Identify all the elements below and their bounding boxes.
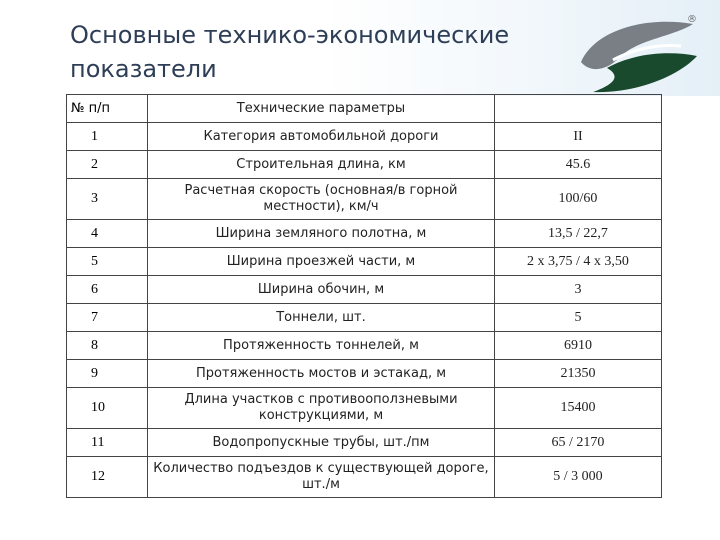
table-row [67, 248, 662, 276]
row-value: 100/60 [495, 179, 662, 220]
table-row [67, 429, 662, 457]
row-parameter: Длина участков с противооползневыми конструкциями, м [148, 388, 495, 429]
row-parameter: Ширина обочин, м [148, 276, 495, 304]
row-value: 21350 [495, 360, 662, 388]
table-row [67, 360, 662, 388]
row-number: 9 [67, 360, 148, 388]
row-value: 65 / 2170 [495, 429, 662, 457]
row-value: 6910 [495, 332, 662, 360]
table-header-row [67, 95, 662, 123]
row-number: 2 [67, 151, 148, 179]
row-number: 7 [67, 304, 148, 332]
row-parameter: Категория автомобильной дороги [148, 123, 495, 151]
row-parameter: Протяженность тоннелей, м [148, 332, 495, 360]
registered-mark: ® [687, 14, 697, 25]
row-parameter: Расчетная скорость (основная/в горной местности), км/ч [148, 179, 495, 220]
table-row [67, 457, 662, 498]
header-param: Технические параметры [148, 95, 495, 123]
row-value: 3 [495, 276, 662, 304]
row-number: 12 [67, 457, 148, 498]
row-parameter: Количество подъездов к существующей дороге, шт./м [148, 457, 495, 498]
parameters-table [66, 94, 662, 498]
row-parameter: Тоннели, шт. [148, 304, 495, 332]
table-row [67, 220, 662, 248]
row-number: 3 [67, 179, 148, 220]
row-parameter: Ширина земляного полотна, м [148, 220, 495, 248]
row-number: 11 [67, 429, 148, 457]
row-value: 5 [495, 304, 662, 332]
title-line-1: Основные технико-экономические [70, 21, 510, 49]
table-row [67, 332, 662, 360]
row-parameter: Ширина проезжей части, м [148, 248, 495, 276]
row-value: 15400 [495, 388, 662, 429]
table-row [67, 179, 662, 220]
row-parameter: Протяженность мостов и эстакад, м [148, 360, 495, 388]
row-number: 1 [67, 123, 148, 151]
row-number: 6 [67, 276, 148, 304]
table-row [67, 123, 662, 151]
row-parameter: Строительная длина, км [148, 151, 495, 179]
header-value [495, 95, 662, 123]
row-value: 2 x 3,75 / 4 x 3,50 [495, 248, 662, 276]
table-row [67, 304, 662, 332]
row-value: II [495, 123, 662, 151]
row-parameter: Водопропускные трубы, шт./пм [148, 429, 495, 457]
table-row [67, 151, 662, 179]
row-number: 5 [67, 248, 148, 276]
row-value: 5 / 3 000 [495, 457, 662, 498]
row-number: 10 [67, 388, 148, 429]
row-value: 13,5 / 22,7 [495, 220, 662, 248]
table-row [67, 388, 662, 429]
row-number: 8 [67, 332, 148, 360]
row-number: 4 [67, 220, 148, 248]
title-line-2: показатели [70, 55, 217, 83]
slide-title [70, 18, 570, 86]
row-value: 45.6 [495, 151, 662, 179]
table-row [67, 276, 662, 304]
company-logo-icon [575, 10, 705, 100]
header-num: № п/п [67, 95, 148, 123]
